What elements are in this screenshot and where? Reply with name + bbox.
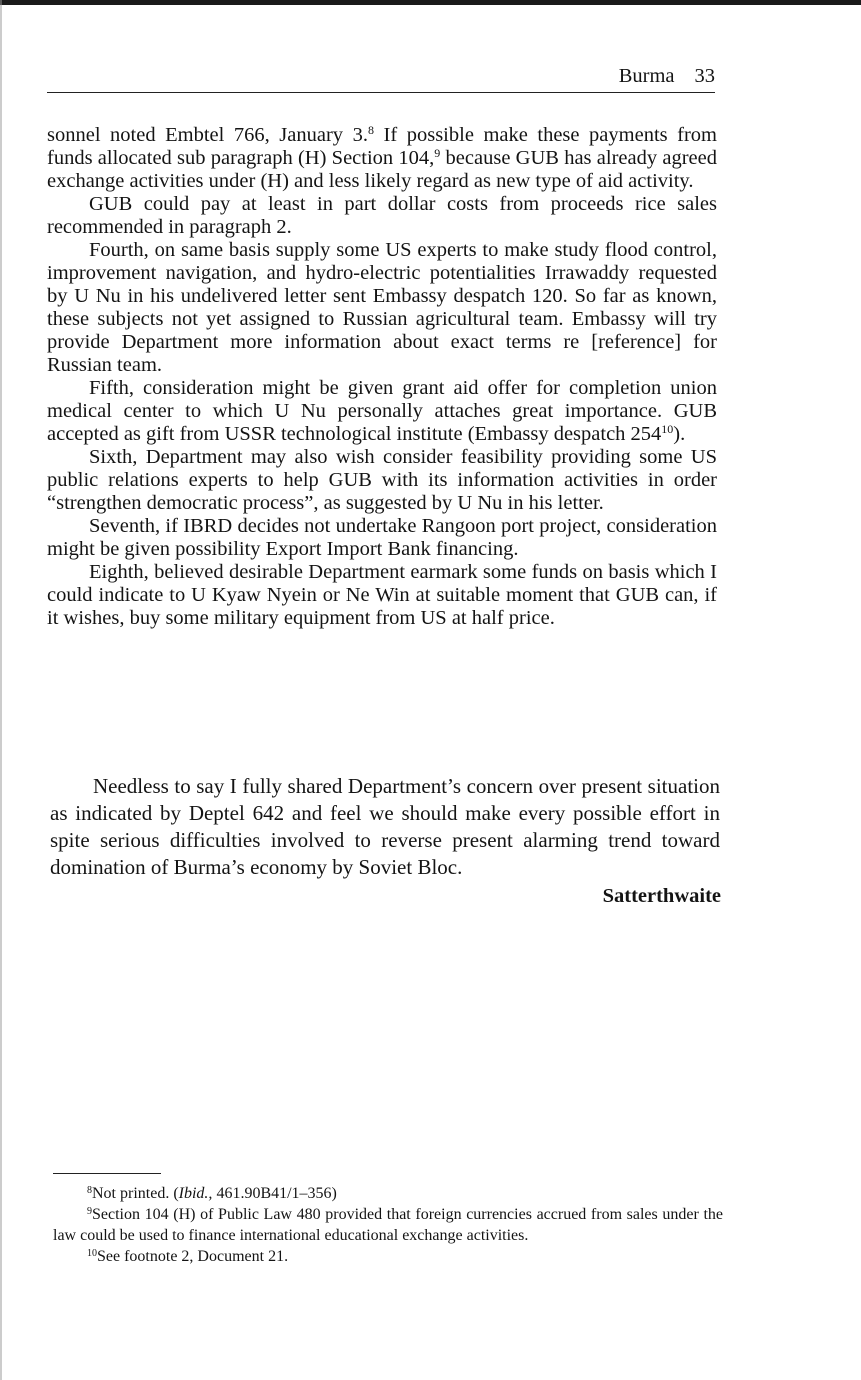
paragraph-text: Fourth, on same basis supply some US experts to make study flood control, improvement navigation, and hydro-electric potentialities Irrawaddy requested by U Nu in his undelivered letter sent Embassy despatch 120. So far as known, these subjects not yet assigned to Russian agricultural team. Embassy will try provide Department more information about exact terms re [reference] for Russian team.	[47, 239, 717, 376]
page-number: 33	[694, 65, 715, 87]
paragraph-text: because GUB has already agreed exchange activities under (H) and less likely regard as new type of aid activity.	[47, 147, 717, 192]
paragraph-text: If possible make these payments from funds allocated sub paragraph (H) Section 104,	[47, 124, 718, 169]
paragraph-text: Sixth, Department may also wish consider feasibility providing some US public relations experts to help GUB with its information activities in order “strengthen democratic process”, as suggested by U Nu in his letter.	[47, 446, 717, 514]
paragraph-5	[47, 446, 717, 515]
footnote-ref: 8	[367, 123, 374, 137]
footnote-text: Ibid.,	[178, 1185, 213, 1202]
signature: Satterthwaite	[602, 885, 721, 907]
footnote-9	[53, 1204, 723, 1246]
document-body	[47, 124, 717, 630]
paragraph-text: Eighth, believed desirable Department earmark some funds on basis which I could indicate to U Kyaw Nyein or Ne Win at suitable moment that GUB can, if it wishes, buy some military equipment from US at half price.	[47, 561, 717, 629]
section-title: Burma	[618, 65, 675, 87]
footnotes	[53, 1183, 723, 1267]
footnote-ref: 8	[87, 1185, 92, 1196]
running-head	[619, 65, 715, 88]
paragraph-text: Fifth, consideration might be given grant aid offer for completion union medical center to which U Nu personally attaches great importance. GUB accepted as gift from USSR technological institute (Embassy despatch 254	[47, 377, 717, 445]
paragraph-text: sonnel noted Embtel 766, January 3.	[47, 124, 368, 146]
paragraph-3	[47, 239, 717, 377]
footnote-ref: 9	[87, 1206, 92, 1217]
footnote-text: Section 104 (H) of Public Law 480 provided that foreign currencies accrued from sales under the law could be used to finance international educational exchange activities.	[53, 1206, 723, 1244]
page-left-edge	[0, 0, 2, 1380]
footnote-ref: 10	[661, 422, 674, 436]
footnote-divider	[53, 1173, 161, 1174]
paragraph-text: Seventh, if IBRD decides not undertake Rangoon port project, consideration might be given possibility Export Import Bank financing.	[47, 515, 717, 560]
footnote-10	[53, 1246, 723, 1267]
footnote-ref: 9	[434, 146, 441, 160]
paragraph-text: ).	[673, 423, 686, 445]
paragraph-2	[47, 193, 717, 239]
paragraph-6	[47, 515, 717, 561]
closing-paragraph: Needless to say I fully shared Department’s concern over present situation as indicated by Deptel 642 and feel we should make every possible effort in spite serious difficulties involved to reverse present alarming trend toward domination of Burma’s economy by Soviet Bloc.	[50, 774, 720, 879]
paragraph-1	[47, 124, 717, 193]
page-top-edge	[0, 0, 861, 5]
footnote-text: 461.90B41/1–356)	[212, 1185, 337, 1202]
paragraph-text: GUB could pay at least in part dollar costs from proceeds rice sales recommended in paragraph 2.	[47, 193, 717, 238]
footnote-text: See footnote 2, Document 21.	[97, 1248, 289, 1265]
paragraph-7	[47, 561, 717, 630]
footnote-8	[53, 1183, 723, 1204]
paragraph-4	[47, 377, 717, 446]
footnote-text: Not printed. (	[92, 1185, 179, 1202]
footnote-ref: 10	[87, 1248, 97, 1259]
running-header	[47, 62, 715, 93]
